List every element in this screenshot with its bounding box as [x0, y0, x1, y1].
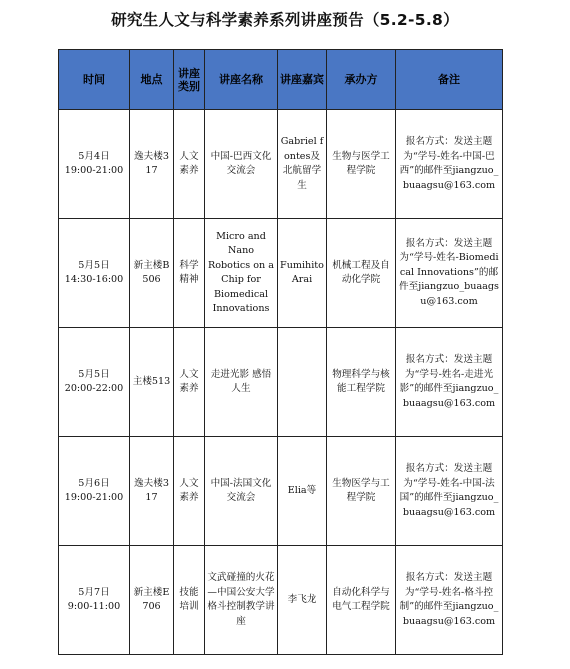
time-text: 19:00-21:00	[64, 165, 124, 176]
note-cell: 报名方式：发送主题为“学号-姓名-Biomedical Innovations”的邮件至jiangzuo_buaagsu@163.com	[396, 219, 503, 328]
time-cell	[59, 328, 130, 437]
place-cell: 逸夫楼317	[130, 110, 174, 219]
table-row	[59, 110, 503, 219]
category-cell: 人文素养	[174, 328, 205, 437]
category-cell: 技能培训	[174, 546, 205, 655]
time-text: 19:00-21:00	[64, 492, 124, 503]
note-cell: 报名方式：发送主题为“学号-姓名-中国-巴西”的邮件至jiangzuo_buaagsu@163.com	[396, 110, 503, 219]
time-text: 14:30-16:00	[64, 274, 124, 285]
date-text: 5月7日	[78, 586, 110, 598]
date-text: 5月4日	[78, 150, 110, 162]
table-header-row	[59, 50, 503, 110]
category-cell: 人文素养	[174, 437, 205, 546]
place-cell: 新主楼B506	[130, 219, 174, 328]
host-cell: 生物与医学工程学院	[327, 110, 396, 219]
note-cell: 报名方式：发送主题为“学号-姓名-中国-法国”的邮件至jiangzuo_buaagsu@163.com	[396, 437, 503, 546]
time-cell	[59, 110, 130, 219]
place-cell: 新主楼E706	[130, 546, 174, 655]
lecture-name-cell: 走进光影 感悟人生	[205, 328, 278, 437]
note-cell: 报名方式：发送主题为“学号-姓名-格斗控制”的邮件至jiangzuo_buaagsu@163.com	[396, 546, 503, 655]
header-host: 承办方	[327, 50, 396, 110]
time-cell	[59, 437, 130, 546]
lecture-name-cell: 中国-巴西文化交流会	[205, 110, 278, 219]
header-note: 备注	[396, 50, 503, 110]
host-cell: 生物医学与工程学院	[327, 437, 396, 546]
category-cell: 人文素养	[174, 110, 205, 219]
header-time: 时间	[59, 50, 130, 110]
guest-cell: Elia等	[278, 437, 327, 546]
lecture-schedule-table	[58, 49, 503, 655]
header-guest: 讲座嘉宾	[278, 50, 327, 110]
note-cell: 报名方式：发送主题为“学号-姓名-走进光影”的邮件至jiangzuo_buaagsu@163.com	[396, 328, 503, 437]
date-text: 5月5日	[78, 259, 110, 271]
place-cell: 主楼513	[130, 328, 174, 437]
host-cell: 机械工程及自动化学院	[327, 219, 396, 328]
time-cell	[59, 546, 130, 655]
lecture-name-cell: 文武碰撞的火花—中国公安大学格斗控制教学讲座	[205, 546, 278, 655]
guest-cell	[278, 328, 327, 437]
host-cell: 自动化科学与电气工程学院	[327, 546, 396, 655]
lecture-name-cell: 中国-法国文化交流会	[205, 437, 278, 546]
guest-cell: Fumihito Arai	[278, 219, 327, 328]
table-row	[59, 328, 503, 437]
lecture-name-cell: Micro and Nano Robotics on a Chip for Biomedical Innovations	[205, 219, 278, 328]
header-category: 讲座类别	[174, 50, 205, 110]
host-cell: 物理科学与核能工程学院	[327, 328, 396, 437]
time-cell	[59, 219, 130, 328]
time-text: 20:00-22:00	[64, 383, 124, 394]
page-title: 研究生人文与科学素养系列讲座预告（5.2-5.8）	[111, 11, 459, 29]
date-text: 5月6日	[78, 477, 110, 489]
table-row	[59, 437, 503, 546]
header-place: 地点	[130, 50, 174, 110]
header-lecture-name: 讲座名称	[205, 50, 278, 110]
guest-cell: Gabriel fontes及北航留学生	[278, 110, 327, 219]
time-text: 9:00-11:00	[67, 601, 121, 612]
date-text: 5月5日	[78, 368, 110, 380]
place-cell: 逸夫楼317	[130, 437, 174, 546]
table-row	[59, 546, 503, 655]
category-cell: 科学精神	[174, 219, 205, 328]
guest-cell: 李飞龙	[278, 546, 327, 655]
table-row	[59, 219, 503, 328]
